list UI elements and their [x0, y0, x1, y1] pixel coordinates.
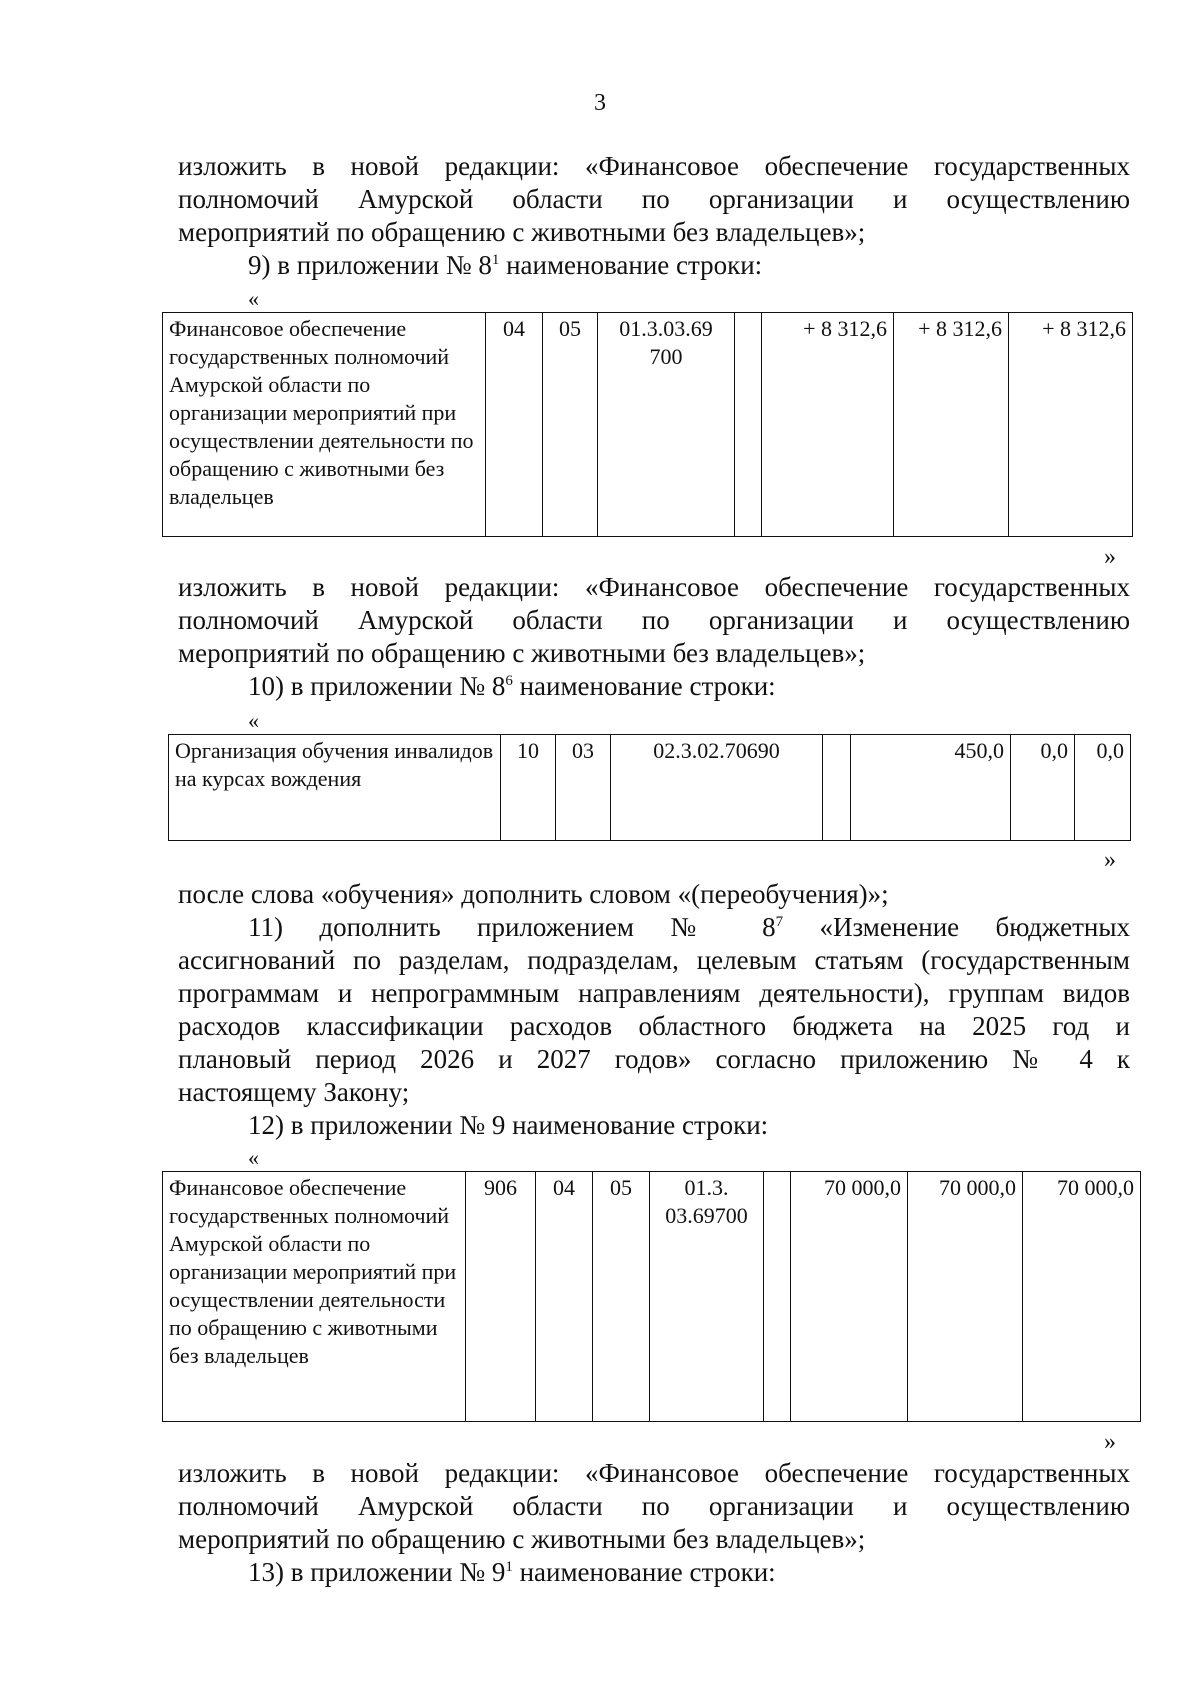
amount-2026-cell: + 8 312,6	[894, 313, 1009, 537]
paragraph-1	[178, 150, 1130, 282]
quote-close: »	[1104, 1429, 1116, 1455]
target-article-cell: 01.3. 03.69700	[650, 1172, 764, 1422]
paragraph-line: полномочий Амурской области по организации и осуществлению	[178, 605, 1130, 635]
row-name-cell: Финансовое обеспечение государственных полномочий Амурской области по организации мероприятий при осуществлении деятельности по обращению с животными без владельцев	[163, 1172, 466, 1422]
amount-2025-cell: 70 000,0	[791, 1172, 908, 1422]
paragraph-line: полномочий Амурской области по организации и осуществлению	[178, 184, 1130, 214]
table-2	[168, 734, 1131, 841]
item-11-line: ассигнований по разделам, подразделам, целевым статьям (государственным	[178, 945, 1130, 975]
paragraph-line: полномочий Амурской области по организации и осуществлению	[178, 1491, 1130, 1521]
quote-close: »	[1104, 544, 1116, 570]
paragraph-line: изложить в новой редакции: «Финансовое обеспечение государственных	[178, 151, 1130, 181]
target-article-cell: 01.3.03.69 700	[598, 313, 735, 537]
paragraph-3	[178, 878, 1130, 1142]
subsection-cell: 03	[556, 735, 611, 841]
subsection-cell: 05	[593, 1172, 650, 1422]
paragraph-line: изложить в новой редакции: «Финансовое обеспечение государственных	[178, 572, 1130, 602]
paragraph-line: изложить в новой редакции: «Финансовое обеспечение государственных	[178, 1458, 1130, 1488]
amount-2027-cell: + 8 312,6	[1009, 313, 1133, 537]
table-row	[163, 313, 1133, 537]
amount-2027-cell: 70 000,0	[1023, 1172, 1141, 1422]
item-11-line: расходов классификации расходов областного бюджета на 2025 год и	[178, 1011, 1130, 1041]
expense-type-cell	[735, 313, 762, 537]
item-13: 13) в приложении № $9^1$ наименование строки:	[248, 1557, 776, 1587]
item-11-line: 11) дополнить приложением № $8^7$ «Изменение бюджетных	[248, 912, 1130, 942]
expense-type-cell	[823, 735, 851, 841]
section-cell: 04	[486, 313, 543, 537]
section-cell: 04	[536, 1172, 593, 1422]
paragraph-4	[178, 1457, 1130, 1589]
expense-type-cell	[764, 1172, 791, 1422]
table-row	[163, 1172, 1141, 1422]
paragraph-line: после слова «обучения» дополнить словом «(переобучения)»;	[178, 879, 889, 909]
amount-2025-cell: + 8 312,6	[762, 313, 894, 537]
item-10: 10) в приложении № $8^6$ наименование строки:	[248, 671, 776, 701]
quote-close: »	[1104, 847, 1116, 873]
amount-2027-cell: 0,0	[1075, 735, 1131, 841]
item-11-line: плановый период 2026 и 2027 годов» согласно приложению № 4 к	[178, 1044, 1130, 1074]
quote-open: «	[248, 1145, 259, 1170]
page-number: 3	[594, 90, 606, 116]
item-12: 12) в приложении № 9 наименование строки:	[248, 1110, 769, 1140]
paragraph-line: мероприятий по обращению с животными без владельцев»;	[178, 638, 866, 668]
amount-2026-cell: 70 000,0	[908, 1172, 1023, 1422]
target-article-cell: 02.3.02.70690	[611, 735, 823, 841]
paragraph-line: мероприятий по обращению с животными без владельцев»;	[178, 1524, 866, 1554]
quote-open: «	[248, 708, 259, 733]
paragraph-line: мероприятий по обращению с животными без владельцев»;	[178, 217, 866, 247]
section-cell: 10	[501, 735, 556, 841]
item-9: 9) в приложении № $8^1$ наименование строки:	[248, 250, 763, 280]
amount-2025-cell: 450,0	[851, 735, 1011, 841]
paragraph-2	[178, 571, 1130, 703]
table-row	[169, 735, 1131, 841]
table-3	[162, 1171, 1141, 1422]
subsection-cell: 05	[543, 313, 598, 537]
amount-2026-cell: 0,0	[1011, 735, 1075, 841]
row-name-cell: Организация обучения инвалидов на курсах вождения	[169, 735, 501, 841]
quote-open: «	[248, 286, 259, 311]
item-11-line: настоящему Закону;	[178, 1077, 410, 1107]
item-11-line: программам и непрограммным направлениям деятельности), группам видов	[178, 978, 1130, 1008]
ministry-code-cell: 906	[466, 1172, 536, 1422]
table-1	[162, 312, 1133, 537]
row-name-cell: Финансовое обеспечение государственных полномочий Амурской области по организации мероприятий при осуществлении деятельности по обращению с животными без владельцев	[163, 313, 486, 537]
